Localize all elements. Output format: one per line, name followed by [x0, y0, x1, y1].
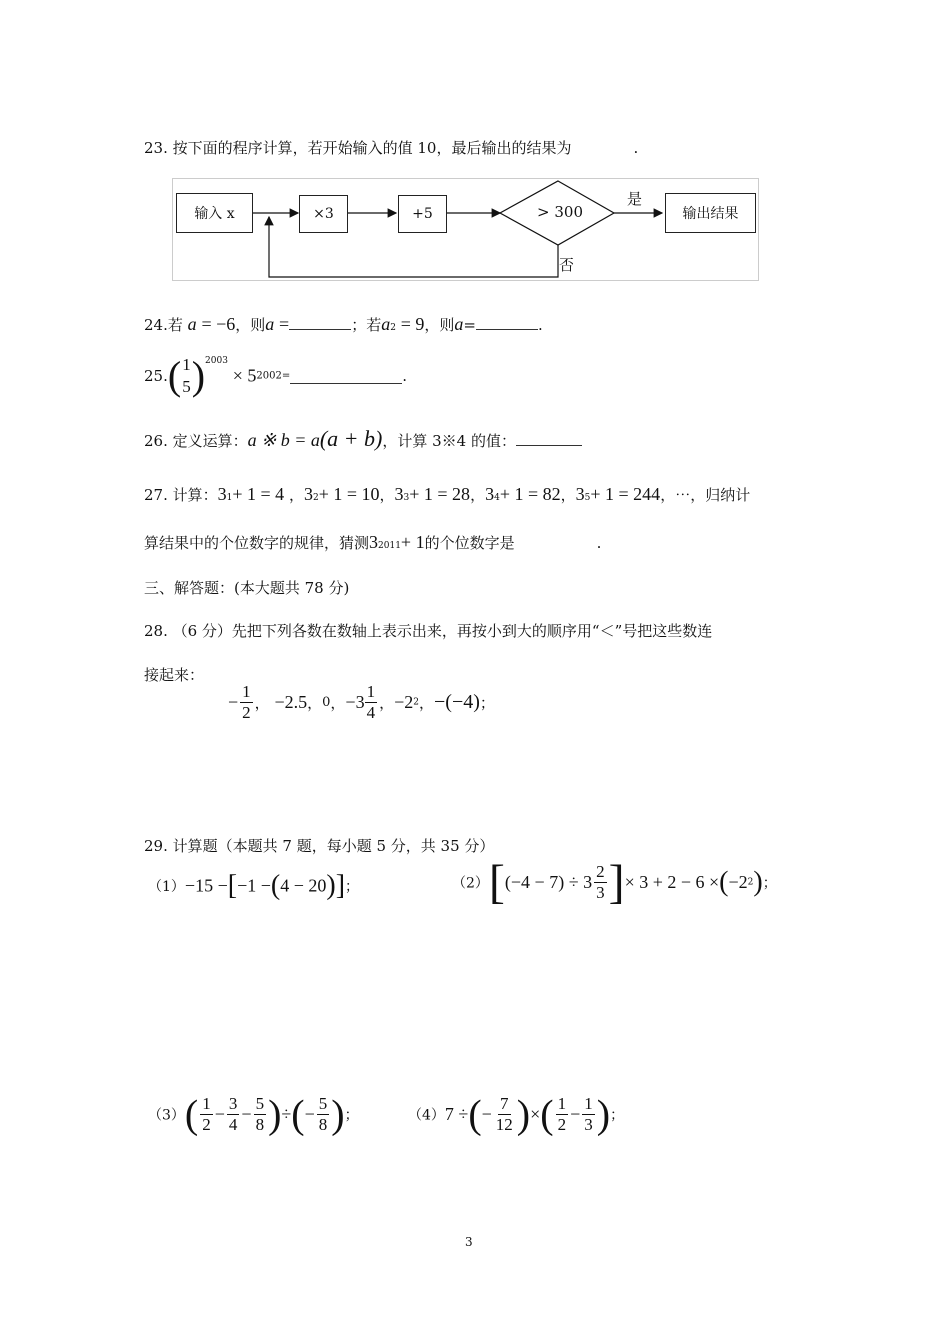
q25-fraction: 1 5 [182, 355, 191, 396]
flow-plus5-box: +5 [398, 195, 447, 233]
q27-line1: 27. 计算：31+ 1 = 4 ，32+ 1 = 10，33+ 1 = 28，34+ 1 = 82，35+ 1 = 244，⋯，归纳计 [144, 484, 751, 504]
q29-p2-fraction: $\frac{2}{3}$ [596, 862, 605, 902]
q23-text: 23. 按下面的程序计算，若开始输入的值 10，最后输出的结果为 . [144, 139, 639, 157]
q29-part1: （1）−15 −[−1 −(4 − 20)]； [148, 870, 360, 901]
flow-no-label: 否 [559, 256, 575, 274]
flow-condition-label: > 300 [537, 203, 583, 221]
q29-part3: （3）( $\frac{1}{2}$ − $\frac{3}{4}$ − $\frac{5}{8}$ )÷(− $\frac{5}{8}$ )； [148, 1091, 359, 1137]
q28-line1: 28. （6 分）先把下列各数在数轴上表示出来，再按小到大的顺序用“＜”号把这些数连 [144, 622, 713, 640]
q25-blank[interactable] [290, 369, 402, 384]
q29-part2: （2）[(−4 − 7) ÷ 3 $\frac{2}{3}$ ]× 3 + 2 − 6 ×(−22)； [452, 855, 777, 909]
q25-text: 25.( 1 5 )$^{2003}$ × 52002= . [144, 353, 407, 398]
q28-fraction-quarter: $\frac{1}{4}$ [366, 682, 376, 722]
q24-blank-2[interactable] [476, 315, 538, 330]
q29-part4: （4）7 ÷(− $\frac{7}{12}$ )×( $\frac{1}{2}$ − $\frac{1}{3}$ )； [408, 1091, 625, 1137]
q24-text: 24.若 a = −6，则a = ；若a2 = 9，则a= . [144, 314, 543, 334]
q29-title: 29. 计算题（本题共 7 题，每小题 5 分，共 35 分） [144, 837, 495, 855]
q26-blank[interactable] [516, 431, 582, 446]
q24-blank-1[interactable] [289, 315, 351, 330]
flow-output-box: 输出结果 [665, 193, 756, 233]
flow-times3-box: ×3 [299, 195, 348, 233]
flow-yes-label: 是 [627, 190, 643, 208]
flow-input-box: 输入 x [176, 193, 253, 233]
flowchart [172, 178, 759, 281]
q28-numbers: − $\frac{1}{2}$ ， −2.5，0，−3 $\frac{1}{4}$ ，−22，−(−4)； [228, 682, 495, 722]
q28-fraction-half: $\frac{1}{2}$ [242, 682, 251, 722]
page-number: 3 [465, 1235, 473, 1249]
section3-heading: 三、解答题：(本大题共 78 分) [144, 579, 350, 597]
q28-line2: 接起来： [144, 666, 205, 684]
q26-text: 26. 定义运算：a ※ b = a(a + b)，计算 3※4 的值： [144, 426, 582, 452]
q27-line2: 算结果中的个位数字的规律，猜测32011+ 1的个位数字是 . [144, 532, 602, 552]
